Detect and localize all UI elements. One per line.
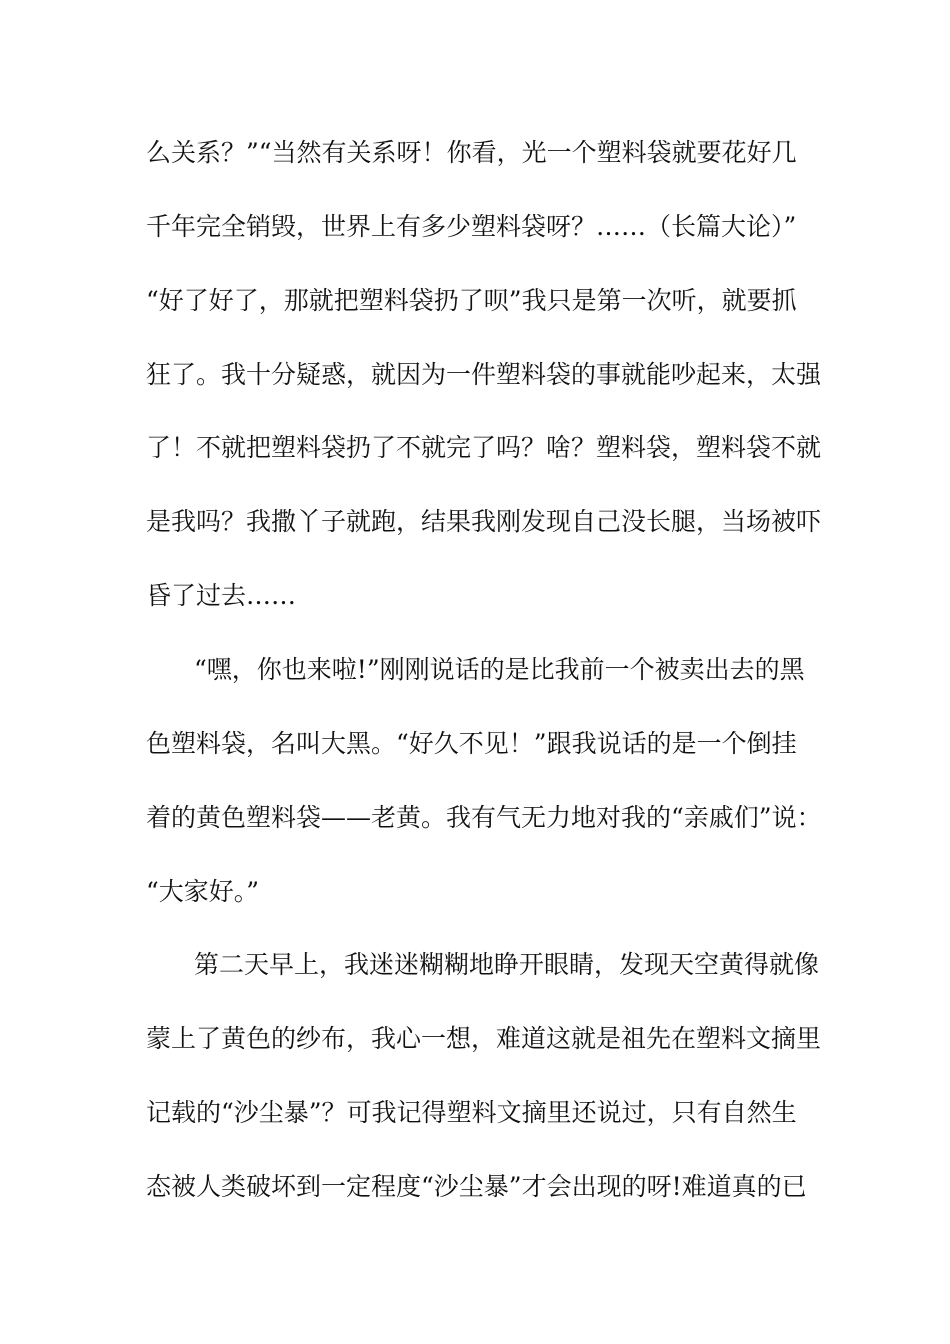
- text-line: “大家好。”: [146, 877, 260, 906]
- text-line: 记载的“沙尘暴”？可我记得塑料文摘里还说过，只有自然生: [146, 1098, 797, 1127]
- paragraph-start-line: 第二天早上，我迷迷糊糊地睁开眼睛，发现天空黄得就像: [194, 950, 820, 979]
- text-line: 么关系？”“当然有关系呀！你看，光一个塑料袋就要花好几: [146, 138, 797, 167]
- text-line: 蒙上了黄色的纱布，我心一想，难道这就是祖先在塑料文摘里: [146, 1024, 822, 1053]
- paragraph-start-line: “嘿，你也来啦!”刚刚说话的是比我前一个被卖出去的黑: [194, 655, 805, 684]
- text-line: 昏了过去……: [146, 581, 297, 610]
- text-line: 着的黄色塑料袋——老黄。我有气无力地对我的“亲戚们”说：: [146, 803, 822, 832]
- text-line: 是我吗？我撒丫子就跑，结果我刚发现自己没长腿，当场被吓: [146, 507, 822, 536]
- text-line: 色塑料袋，名叫大黑。“好久不见！”跟我说话的是一个倒挂: [146, 729, 797, 758]
- text-line: “好了好了，那就把塑料袋扔了呗”我只是第一次听，就要抓: [146, 286, 797, 315]
- text-line: 了！不就把塑料袋扔了不就完了吗？啥？塑料袋，塑料袋不就: [146, 433, 822, 462]
- text-line: 千年完全销毁，世界上有多少塑料袋呀？……（长篇大论）”: [146, 212, 797, 241]
- text-line: 态被人类破坏到一定程度“沙尘暴”才会出现的呀!难道真的已: [146, 1172, 807, 1201]
- text-line: 狂了。我十分疑惑，就因为一件塑料袋的事就能吵起来，太强: [146, 360, 822, 389]
